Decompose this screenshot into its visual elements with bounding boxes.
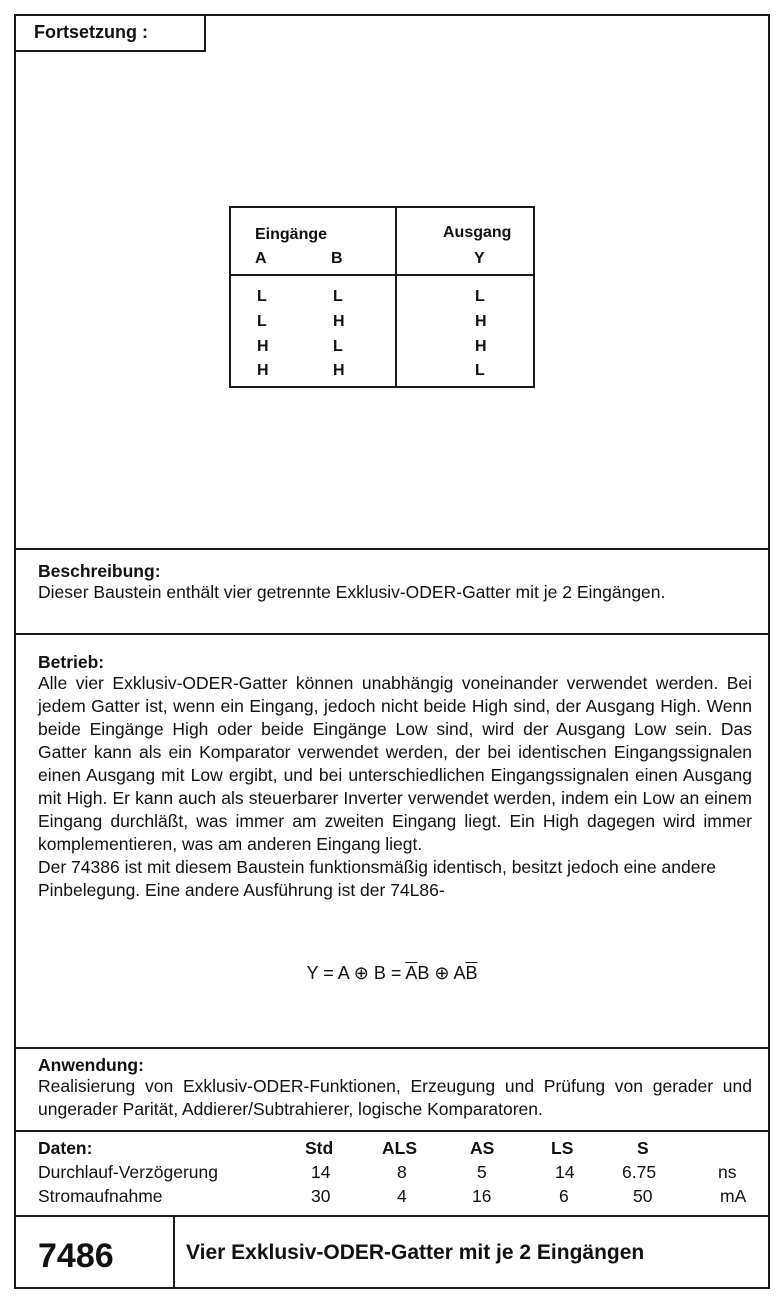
row-delay-als: 8 (397, 1162, 407, 1182)
row-4-b: H (333, 362, 345, 379)
col-std: Std (305, 1138, 334, 1158)
betrieb-paragraph-1: Alle vier Exklusiv-ODER-Gatter können unabhängig voneinander verwendet werden. Bei jedem Gatter ist, wenn ein Eingang, jedoch nicht beide High sind, der Ausgang High. Wenn beide Eingänge High oder beide Eingänge Low sind, wird der Ausgang Low sein. Das Gatter kann als ein Komparator verwendet werden, der bei identischen Eingangssignalen einen Ausgang mit Low ergibt, und bei unterschiedlichen Eingangssignalen einen Ausgang mit High. Er kann auch als steuerbarer Inverter verwendet werden, indem ein Low an einem Eingang durchläßt, was immer am zweiten Eingang liegt. Ein High dagegen wird immer komplementieren, was am anderen Eingang liegt. (38, 673, 752, 854)
column-y-header: Y (474, 250, 485, 267)
formula-mid: B ⊕ A (417, 963, 466, 983)
row-delay-unit: ns (718, 1162, 737, 1182)
row-delay-std: 14 (311, 1162, 331, 1182)
row-current-std: 30 (311, 1186, 331, 1206)
beschreibung-text: Dieser Baustein enthält vier getrennte Exklusiv-ODER-Gatter mit je 2 Eingängen. (38, 582, 666, 602)
row-current-unit: mA (720, 1186, 747, 1206)
divider-beschreibung (14, 548, 770, 550)
beschreibung-section (38, 561, 752, 604)
row-3-a: H (257, 338, 269, 355)
continuation-tab: Fortsetzung : (14, 14, 206, 52)
col-s: S (637, 1138, 649, 1158)
formula-a-bar: $\overline{A}$ (405, 963, 418, 983)
daten-heading: Daten: (38, 1138, 93, 1158)
row-delay-as: 5 (477, 1162, 487, 1182)
betrieb-section (38, 652, 752, 902)
row-delay-label: Durchlauf-Verzögerung (38, 1162, 218, 1182)
chip-number: 7486 (38, 1237, 114, 1275)
row-2-b: H (333, 313, 345, 330)
divider-daten (14, 1130, 770, 1132)
chip-title: Vier Exklusiv-ODER-Gatter mit je 2 Eingängen (186, 1241, 645, 1264)
row-4-y: L (475, 362, 485, 379)
col-as: AS (470, 1138, 495, 1158)
anwendung-heading: Anwendung: (38, 1055, 144, 1075)
row-current-als: 4 (397, 1186, 407, 1206)
inputs-header: Eingänge (255, 226, 328, 243)
truth-table (229, 206, 535, 388)
anwendung-text: Realisierung von Exklusiv-ODER-Funktionen, Erzeugung und Prüfung von gerader und ungerader Parität, Addierer/Subtrahierer, logische Komparatoren. (38, 1076, 752, 1119)
truth-table-divider-horizontal (231, 274, 533, 276)
row-1-b: L (333, 288, 343, 305)
divider-betrieb (14, 633, 770, 635)
divider-anwendung (14, 1047, 770, 1049)
xor-formula (0, 963, 784, 984)
row-1-a: L (257, 288, 267, 305)
row-current-s: 50 (633, 1186, 653, 1206)
formula-b-bar: $\overline{B}$ (465, 963, 478, 983)
beschreibung-heading: Beschreibung: (38, 561, 161, 581)
truth-table-divider-vertical (395, 208, 397, 386)
formula-lhs: Y = A ⊕ B = (306, 963, 406, 983)
row-2-y: H (475, 313, 487, 330)
col-ls: LS (551, 1138, 574, 1158)
row-1-y: L (475, 288, 485, 305)
col-als: ALS (382, 1138, 417, 1158)
row-current-as: 16 (472, 1186, 492, 1206)
column-a-header: A (255, 250, 267, 267)
output-header: Ausgang (443, 224, 512, 241)
row-4-a: H (257, 362, 269, 379)
betrieb-paragraph-2: Der 74386 ist mit diesem Baustein funktionsmäßig identisch, besitzt jedoch eine andere Pinbelegung. Eine andere Ausführung ist der 74L86- (38, 857, 717, 900)
row-2-a: L (257, 313, 267, 330)
row-current-ls: 6 (559, 1186, 569, 1206)
row-delay-s: 6.75 (622, 1162, 657, 1182)
betrieb-heading: Betrieb: (38, 652, 105, 672)
row-current-label: Stromaufnahme (38, 1186, 163, 1206)
column-b-header: B (331, 250, 343, 267)
row-3-b: L (333, 338, 343, 355)
row-3-y: H (475, 338, 487, 355)
divider-footer (14, 1215, 770, 1217)
footer-divider (173, 1215, 175, 1289)
row-delay-ls: 14 (555, 1162, 575, 1182)
anwendung-section (38, 1055, 752, 1121)
